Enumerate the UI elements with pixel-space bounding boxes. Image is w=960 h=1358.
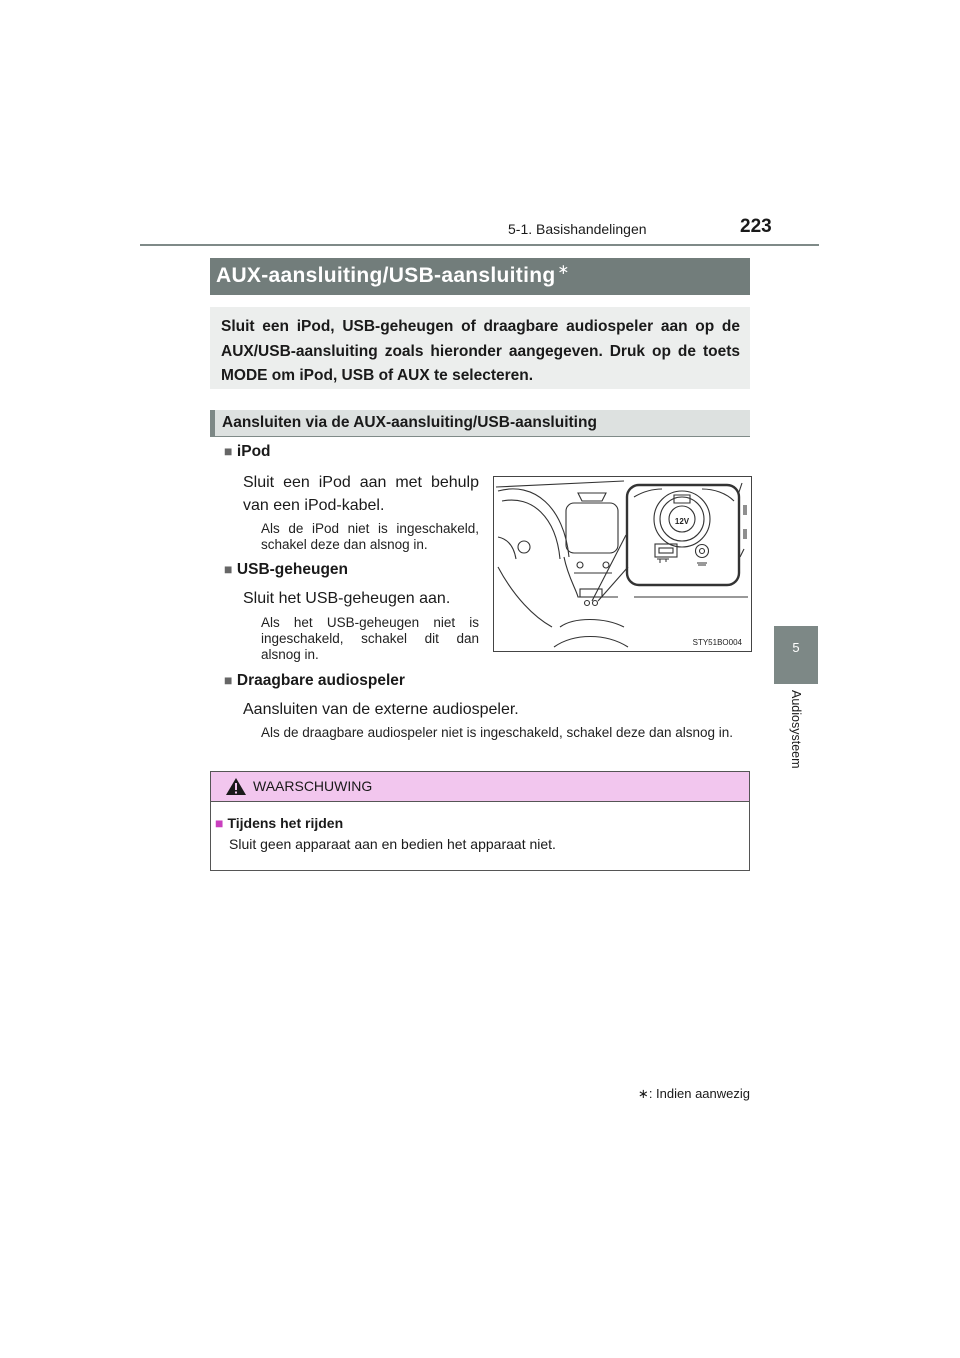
square-bullet-icon: ■ [224,672,233,688]
item-usb-title [224,561,348,579]
chapter-label: Audiosysteem [789,690,803,769]
item-ipod-body: Sluit een iPod aan met behulp van een iPod-kabel. [243,474,479,514]
item-portable-title [224,672,405,690]
item-portable-note: Als de draagbare audiospeler niet is ingeschakeld, schakel deze dan alsnog in. [261,725,734,740]
warning-triangle-icon [225,777,247,801]
item-ipod-note: Als de iPod niet is ingeschakeld, schakel deze dan alsnog in. [261,521,479,552]
item-usb-body: Sluit het USB-geheugen aan. [243,590,451,607]
header-rule [140,244,819,246]
dashboard-illustration [493,476,752,652]
square-bullet-icon: ■ [224,561,233,577]
intro-text: Sluit een iPod, USB-geheugen of draagbare audiospeler aan op de AUX/USB-aansluiting zoals hieronder aangegeven. Druk op de toets MODE om iPod, USB of AUX te selecteren. [221,318,740,384]
footnote [630,1086,750,1102]
warning-subtitle-text: Tijdens het rijden [227,815,344,831]
section-heading: 5-1. Basishandelingen [508,221,647,237]
aux-symbol-icon [697,563,707,565]
square-bullet-icon: ■ [215,815,224,831]
title-asterisk: ∗ [557,261,570,277]
warning-text: Sluit geen apparaat aan en bedien het apparaat niet. [229,836,556,852]
chapter-tab [774,626,818,684]
chapter-number: 5 [792,640,800,655]
figure-code: STY51BO004 [692,638,742,647]
item-title-text: Draagbare audiospeler [236,672,405,689]
item-title-text: USB-geheugen [236,561,349,578]
dashboard-ports-drawing [494,477,751,651]
warning-label: WAARSCHUWING [253,778,373,794]
subsection-accent [210,410,215,437]
square-bullet-icon: ■ [224,443,233,459]
footnote-asterisk: ∗ [637,1086,649,1101]
warning-subtitle [215,815,343,831]
page-title-text: AUX-aansluiting/USB-aansluiting [216,264,556,287]
item-usb-note: Als het USB-geheugen niet is ingeschakeld, schakel dit dan alsnog in. [261,615,479,662]
page-number: 223 [740,216,772,237]
item-ipod-title [224,443,271,461]
footnote-text: : Indien aanwezig [648,1086,750,1101]
page-title [216,261,570,288]
socket-label: 12V [674,517,690,526]
item-portable-body: Aansluiten van de externe audiospeler. [243,701,519,718]
chapter-label-wrap [756,690,836,790]
usb-symbol-icon [657,559,669,563]
subsection-title: Aansluiten via de AUX-aansluiting/USB-aansluiting [222,414,597,431]
item-title-text: iPod [236,443,271,460]
